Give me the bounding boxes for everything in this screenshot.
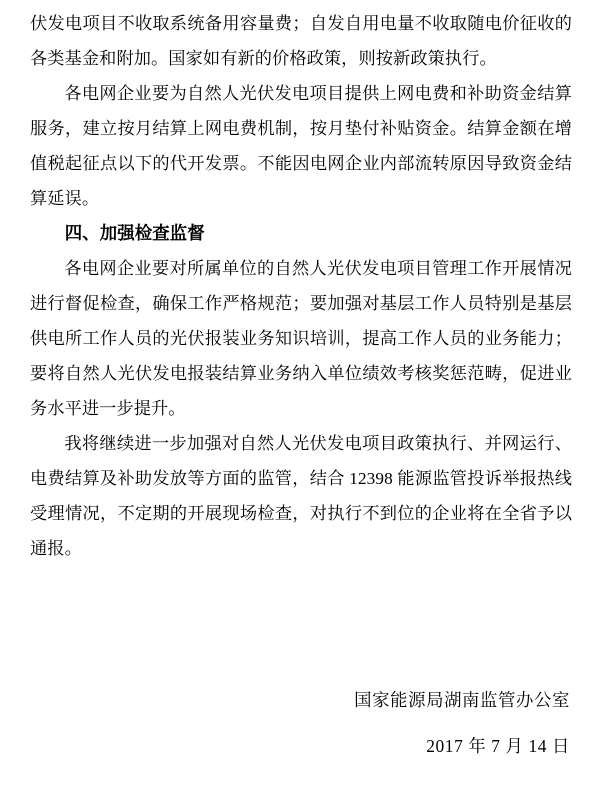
paragraph-hotline-supervision: 我将继续进一步加强对自然人光伏发电项目政策执行、并网运行、电费结算及补助发放等方面的监管，结合 12398 能源监管投诉举报热线受理情况，不定期的开展现场检查，对执行不到位的企业将在全省予以通报。 [30,434,572,558]
section-heading-supervision: 四、加强检查监督 [64,223,205,243]
paragraph-inspection-requirements: 各电网企业要对所属单位的自然人光伏发电项目管理工作开展情况进行督促检查，确保工作严格规范；要加强对基层工作人员特别是基层供电所工作人员的光伏报装业务知识培训，提高工作人员的业务能力；要将自然人光伏发电报装结算业务纳入单位绩效考核奖惩范畴，促进业务水平进一步提升。 [30,259,572,418]
document-body [30,6,572,566]
signature-date: 2017 年 7 月 14 日 [426,736,570,756]
signature-block [354,677,570,769]
paragraph-continuation: 伏发电项目不收取系统备用容量费；自发自用电量不收取随电价征收的各类基金和附加。国家如有新的价格政策，则按新政策执行。 [30,14,572,68]
paragraph-settlement-services: 各电网企业要为自然人光伏发电项目提供上网电费和补助资金结算服务，建立按月结算上网电费机制，按月垫付补贴资金。结算金额在增值税起征点以下的代开发票。不能因电网企业内部流转原因导致资金结算延误。 [30,84,572,208]
signature-organization: 国家能源局湖南监管办公室 [354,690,570,710]
